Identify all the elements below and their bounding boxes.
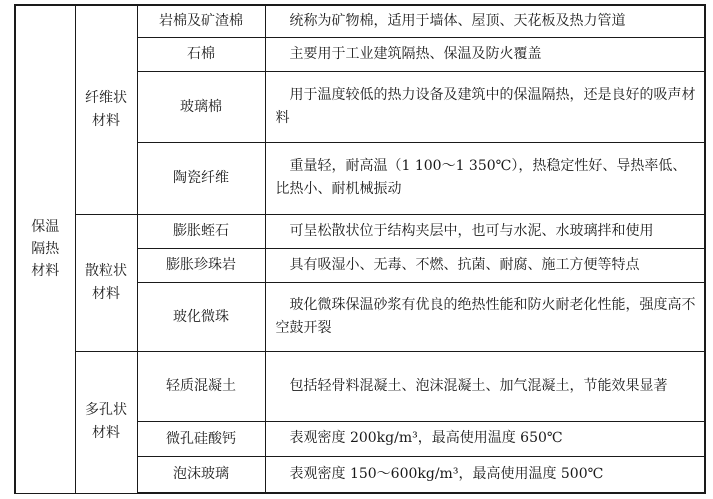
material-description: 可呈松散状位于结构夹层中，也可与水泥、水玻璃拌和使用 bbox=[265, 214, 705, 248]
subcategory-label-line: 材料 bbox=[92, 112, 120, 129]
material-name: 玻璃棉 bbox=[137, 71, 265, 142]
table-row bbox=[15, 214, 705, 248]
material-description: 主要用于工业建筑隔热、保温及防火覆盖 bbox=[265, 37, 705, 71]
subcategory-cell bbox=[75, 5, 137, 214]
subcategory-label-line: 多孔状 bbox=[85, 402, 127, 418]
subcategory-label-line: 纤维状 bbox=[85, 89, 127, 106]
subcategory-label-line: 材料 bbox=[92, 425, 120, 441]
material-name: 石棉 bbox=[137, 37, 265, 71]
material-name: 泡沫玻璃 bbox=[137, 456, 265, 493]
material-description: 用于温度较低的热力设备及建筑中的保温隔热，还是良好的吸声材料 bbox=[265, 71, 705, 142]
category-label-line: 材料 bbox=[31, 263, 60, 280]
material-name: 微孔硅酸钙 bbox=[137, 421, 265, 456]
material-name: 玻化微珠 bbox=[137, 282, 265, 351]
material-description: 表观密度 150～600kg/m³，最高使用温度 500℃ bbox=[265, 456, 705, 493]
material-name: 轻质混凝土 bbox=[137, 351, 265, 421]
subcategory-cell bbox=[75, 214, 137, 351]
material-description: 统称为矿物棉，适用于墙体、屋顶、天花板及热力管道 bbox=[265, 5, 705, 37]
material-name: 膨胀蛭石 bbox=[137, 214, 265, 248]
table-row bbox=[15, 351, 705, 421]
material-name: 膨胀珍珠岩 bbox=[137, 248, 265, 282]
material-description: 具有吸湿小、无毒、不燃、抗菌、耐腐、施工方便等特点 bbox=[265, 248, 705, 282]
category-label-line: 隔热 bbox=[31, 241, 60, 258]
material-description: 包括轻骨料混凝土、泡沫混凝土、加气混凝土，节能效果显著 bbox=[265, 351, 705, 421]
material-description: 重量轻，耐高温（1 100～1 350℃），热稳定性好、导热率低、比热小、耐机械振动 bbox=[265, 142, 705, 214]
insulation-materials-table bbox=[14, 4, 706, 494]
table-row bbox=[15, 5, 705, 37]
material-name: 陶瓷纤维 bbox=[137, 142, 265, 214]
subcategory-label-line: 散粒状 bbox=[85, 262, 127, 279]
category-cell bbox=[15, 5, 75, 493]
material-description: 表观密度 200kg/m³，最高使用温度 650℃ bbox=[265, 421, 705, 456]
material-name: 岩棉及矿渣棉 bbox=[137, 5, 265, 37]
material-description: 玻化微珠保温砂浆有优良的绝热性能和防火耐老化性能，强度高不空鼓开裂 bbox=[265, 282, 705, 351]
category-label-line: 保温 bbox=[31, 219, 60, 236]
subcategory-cell bbox=[75, 351, 137, 493]
subcategory-label-line: 材料 bbox=[92, 285, 120, 302]
